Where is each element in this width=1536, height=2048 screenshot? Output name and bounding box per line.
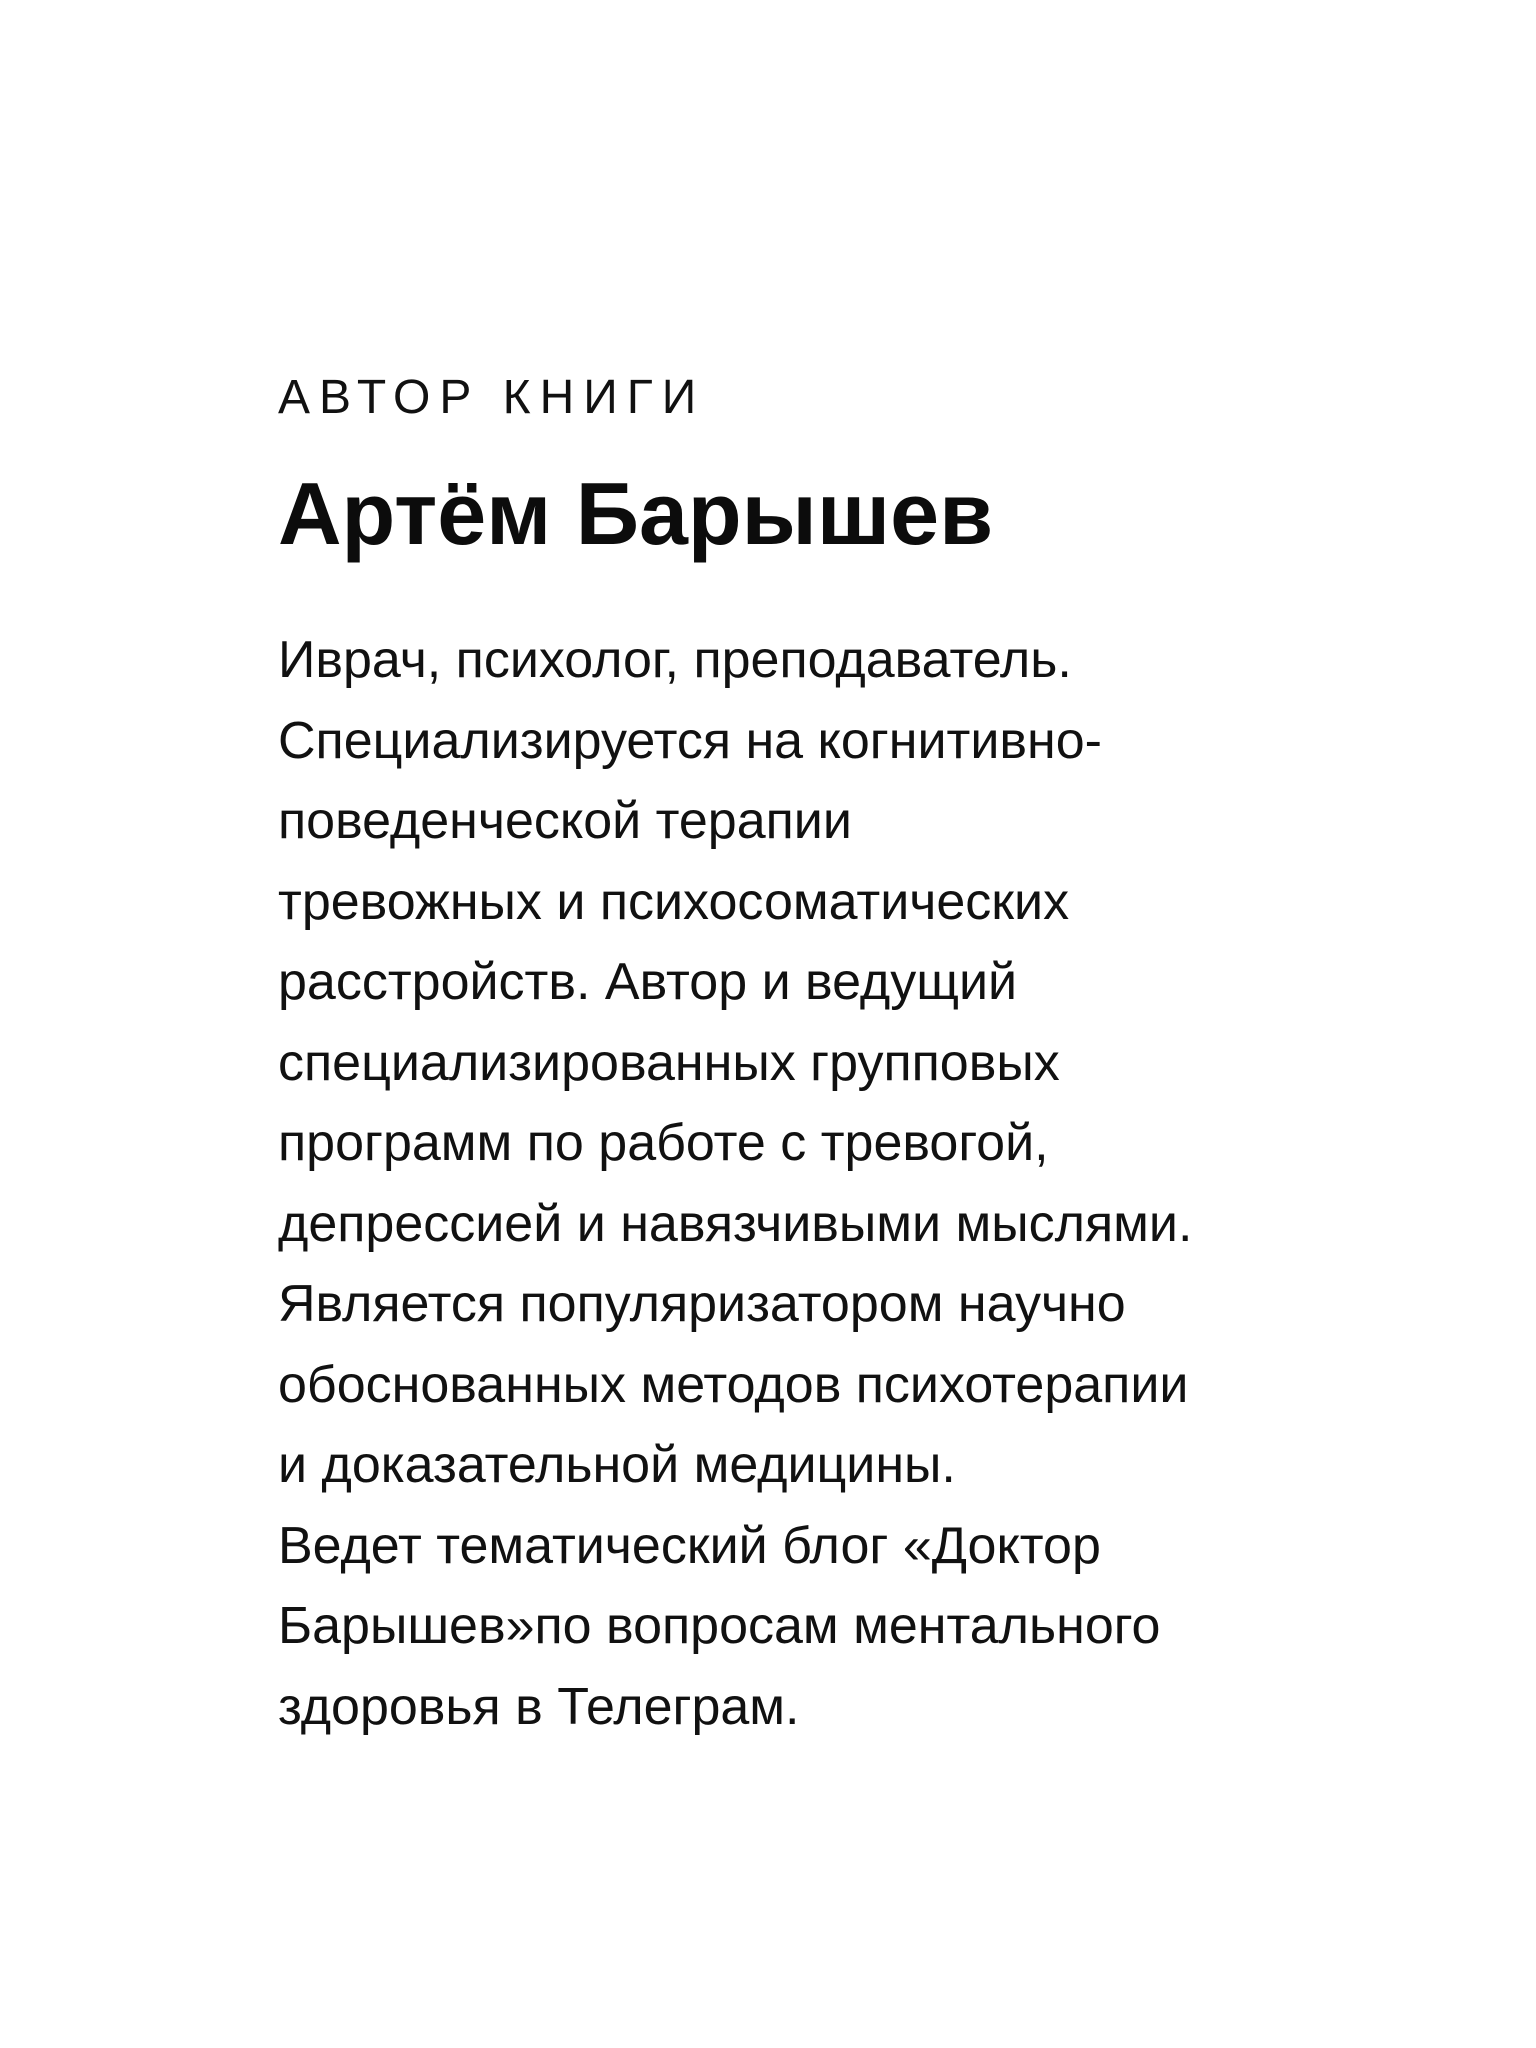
bio-line: Специализируется на когнитивно- (278, 711, 1102, 770)
bio-line: специализированных групповых (278, 1033, 1060, 1092)
author-section (278, 370, 1438, 1747)
bio-line: тревожных и психосоматических (278, 872, 1070, 931)
section-label: АВТОР КНИГИ (278, 371, 706, 424)
bio-line: депрессией и навязчивыми мыслями. (278, 1194, 1193, 1253)
author-name: Артём Барышев (278, 464, 994, 563)
bio-line: программ по работе с тревогой, (278, 1114, 1049, 1172)
bio-line: поведенческой терапии (278, 792, 852, 850)
bio-line: Барышев»по вопросам ментального (278, 1597, 1161, 1655)
bio-line: Иврач, психолог, преподаватель. (278, 631, 1072, 689)
bio-line: здоровья в Телеграм. (278, 1677, 800, 1736)
author-bio (278, 620, 1438, 1747)
bio-line: расстройств. Автор и ведущий (278, 953, 1018, 1011)
bio-line: Является популяризатором научно (278, 1275, 1126, 1333)
bio-line: и доказательной медицины. (278, 1436, 956, 1494)
bio-line: Ведет тематический блог «Доктор (278, 1516, 1101, 1575)
bio-line: обоснованных методов психотерапии (278, 1355, 1189, 1414)
